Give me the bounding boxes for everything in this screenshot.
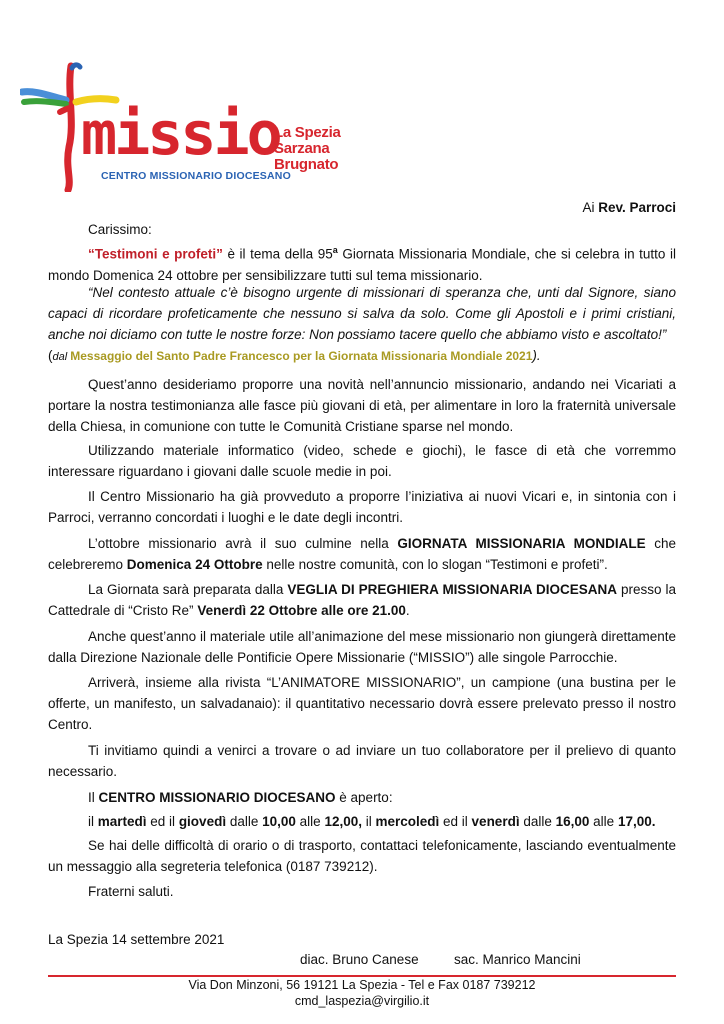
- hours-text: ed il: [146, 814, 179, 829]
- giornata-text-c: che celebreremo: [48, 536, 676, 572]
- footer-divider: [48, 975, 676, 977]
- veglia-bold-2: Venerdì 22 Ottobre alle ore 21.00: [197, 603, 406, 618]
- giornata-bold-2: Domenica 24 Ottobre: [126, 557, 263, 572]
- hours-text: dalle: [519, 814, 556, 829]
- hours-text: il: [361, 814, 376, 829]
- open-text-c: è aperto:: [335, 790, 393, 805]
- paragraph-giornata: [48, 533, 676, 575]
- hours-day: giovedì: [178, 814, 227, 829]
- hours-time: 17,00.: [617, 814, 656, 829]
- ordinal-sup: a: [332, 245, 338, 255]
- logo-place-3: Brugnato: [274, 156, 339, 173]
- hours-day: mercoledì: [375, 814, 440, 829]
- open-text-a: Il: [88, 790, 99, 805]
- paragraph-materials: Utilizzando materiale informatico (video, schede e giochi), le fasce di età che vorremmo interessare riguardano i giovani dalle scuole medie in poi.: [48, 443, 676, 479]
- quote-source-close: ).: [532, 348, 541, 363]
- hours-time: 16,00: [555, 814, 590, 829]
- logo-place-1: La Spezia: [274, 124, 341, 141]
- veglia-text-c: presso la Cattedrale di “Cristo Re”: [48, 582, 677, 618]
- hours-day: martedì: [97, 814, 147, 829]
- paragraph-vicari: Il Centro Missionario ha già provveduto a proporre l’iniziativa ai nuovi Vicari e, in sintonia con i Parroci, verranno concordati i luoghi e le date degli incontri.: [48, 489, 676, 525]
- letter-date: La Spezia 14 settembre 2021: [48, 932, 225, 947]
- addressee-prefix: Ai: [582, 200, 599, 215]
- intro-text-2: Giornata Missionaria Mondiale, che si celebra in tutto il mondo Domenica 24 ottobre per sensibilizzare tutti sul tema missionario.: [48, 246, 676, 283]
- veglia-bold-1: VEGLIA DI PREGHIERA MISSIONARIA DIOCESANA: [287, 582, 617, 597]
- open-bold: CENTRO MISSIONARIO DIOCESANO: [98, 790, 336, 805]
- quote-text: “Nel contesto attuale c’è bisogno urgente di missionari di speranza che, unti dal Signore, siano capaci di ricordare profeticamente che nessuno si salva da solo. Come gli Apostoli e i primi cristiani, anche noi diciamo con tutte le nostre forze: Non possiamo tacere quello che abbiamo visto e ascoltato!”: [48, 285, 676, 342]
- hours-text: alle: [589, 814, 618, 829]
- hours-time: 12,00,: [324, 814, 362, 829]
- footer-email: cmd_laspezia@virgilio.it: [294, 994, 430, 1008]
- hours-time: 10,00: [262, 814, 296, 829]
- veglia-text-a: La Giornata sarà preparata dalla: [88, 582, 288, 597]
- closing-salutation: Fraterni saluti.: [88, 884, 174, 899]
- paragraph-rivista: Arriverà, insieme alla rivista “L’ANIMATORE MISSIONARIO”, un campione (una bustina per le offerte, un manifesto, un salvadanaio): il quantitativo necessario dovrà essere prelevato presso il nostro Centro.: [48, 675, 676, 732]
- addressee: [582, 200, 676, 215]
- quote-source: [48, 345, 676, 368]
- veglia-text-d: .: [405, 603, 410, 618]
- logo-place-2: Sarzana: [274, 140, 330, 157]
- intro-text: è il tema della 95: [222, 246, 333, 262]
- opening-hours: [48, 811, 676, 832]
- paragraph-open: [48, 787, 676, 808]
- paragraph-novelty: Quest’anno desideriamo proporre una novità nell’annuncio missionario, andando nei Vicariati a portare la nostra testimonianza alle fasce più giovani di età, per alimentare in loro la fraternità universale della Chiesa, in comunione con tutte le Comunità Cristiane sparse nel mondo.: [48, 377, 676, 434]
- hours-day: venerdì: [471, 814, 520, 829]
- paragraph-contact: Se hai delle difficoltà di orario o di trasporto, contattaci telefonicamente, lasciando eventualmente un messaggio alla segreteria telefonica (0187 739212).: [48, 838, 676, 874]
- paragraph-invito: Ti invitiamo quindi a venirci a trovare o ad inviare un tuo collaboratore per il prelievo di quanto necessario.: [48, 743, 676, 779]
- hours-text: dalle: [226, 814, 263, 829]
- signer-2: sac. Manrico Mancini: [454, 952, 581, 967]
- giornata-bold-1: GIORNATA MISSIONARIA MONDIALE: [397, 536, 646, 551]
- quote-source-open: (: [48, 348, 53, 363]
- giornata-text-d: nelle nostre comunità, con lo slogan “Testimoni e profeti”.: [262, 557, 608, 572]
- giornata-text-a: L’ottobre missionario avrà il suo culmine nella: [88, 536, 398, 551]
- hours-text: alle: [295, 814, 325, 829]
- logo-wordmark: missio: [81, 99, 280, 169]
- greeting: Carissimo:: [88, 222, 152, 237]
- signer-1: diac. Bruno Canese: [300, 952, 419, 967]
- paragraph-direzione: Anche quest’anno il materiale utile all’animazione del mese missionario non giungerà direttamente dalla Direzione Nazionale delle Pontificie Opere Missionarie (“MISSIO”) alle singole Parrocchie.: [48, 629, 676, 665]
- addressee-name: Rev. Parroci: [598, 200, 676, 215]
- theme-highlight: “Testimoni e profeti”: [88, 246, 223, 262]
- paragraph-intro: [48, 240, 676, 286]
- footer-address: Via Don Minzoni, 56 19121 La Spezia - Tel e Fax 0187 739212: [188, 978, 536, 992]
- quote-source-dal: dal: [52, 351, 71, 363]
- quote-source-title: Messaggio del Santo Padre Francesco per la Giornata Missionaria Mondiale 2021: [70, 349, 533, 363]
- paragraph-veglia: [48, 579, 676, 621]
- logo-subtitle: CENTRO MISSIONARIO DIOCESANO: [101, 170, 291, 182]
- hours-text: ed il: [439, 814, 472, 829]
- hours-text: il: [88, 814, 98, 829]
- pope-quote: [48, 282, 676, 345]
